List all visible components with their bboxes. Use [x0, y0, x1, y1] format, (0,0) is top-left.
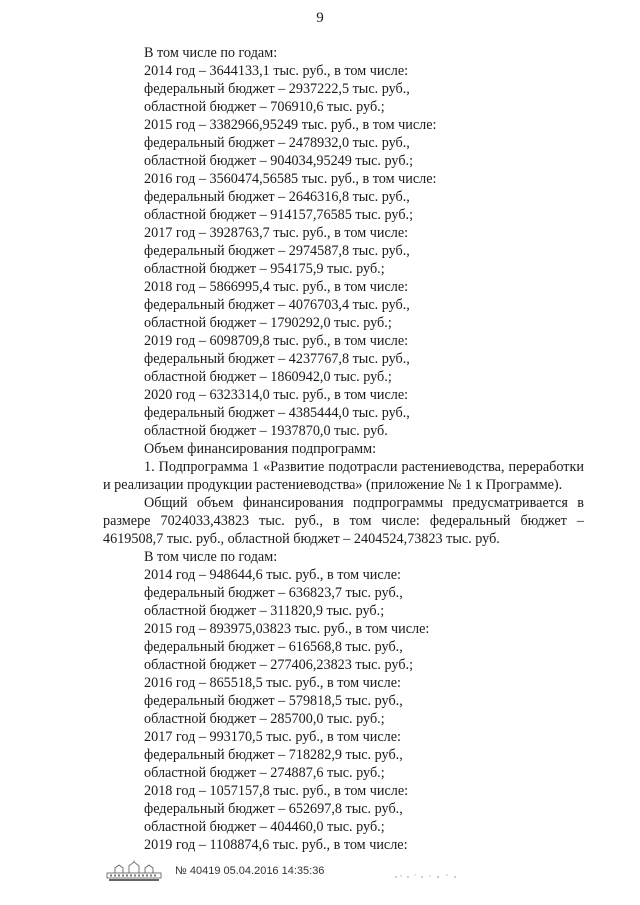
text-line: и реализации продукции растениеводства» (приложение № 1 к Программе).	[103, 477, 563, 493]
text-line: 2014 год – 948644,6 тыс. руб., в том числе:	[144, 567, 401, 583]
text-line: В том числе по годам:	[144, 45, 278, 61]
text-line: 2014 год – 3644133,1 тыс. руб., в том числе:	[144, 63, 409, 79]
page-number: 9	[316, 10, 324, 26]
text-line: размере 7024033,43823 тыс. руб., в том числе: федеральный бюджет –	[103, 513, 584, 529]
text-line: 2020 год – 6323314,0 тыс. руб., в том числе:	[144, 387, 409, 403]
text-line: В том числе по годам:	[144, 549, 278, 565]
text-line: 2015 год – 893975,03823 тыс. руб., в том числе:	[144, 621, 430, 637]
text-line: 2018 год – 5866995,4 тыс. руб., в том числе:	[144, 279, 409, 295]
text-line: областной бюджет – 904034,95249 тыс. руб.;	[144, 153, 414, 169]
registry-logo-icon	[105, 860, 163, 882]
text-line: федеральный бюджет – 2937222,5 тыс. руб.,	[144, 81, 410, 97]
text-line: Общий объем финансирования подпрограммы предусматривается в	[144, 495, 584, 511]
text-line: федеральный бюджет – 579818,5 тыс. руб.,	[144, 693, 403, 709]
text-line: 2017 год – 993170,5 тыс. руб., в том числе:	[144, 729, 401, 745]
text-line: 2016 год – 865518,5 тыс. руб., в том числе:	[144, 675, 401, 691]
text-line: федеральный бюджет – 616568,8 тыс. руб.,	[144, 639, 403, 655]
text-line: федеральный бюджет – 2478932,0 тыс. руб.,	[144, 135, 410, 151]
document-footer	[105, 858, 324, 884]
text-line: 2017 год – 3928763,7 тыс. руб., в том числе:	[144, 225, 409, 241]
text-line: областной бюджет – 1860942,0 тыс. руб.;	[144, 369, 392, 385]
text-line: 1. Подпрограмма 1 «Развитие подотрасли растениеводства, переработки	[144, 459, 584, 475]
text-line: 2019 год – 1108874,6 тыс. руб., в том числе:	[144, 837, 408, 853]
text-line: 2016 год – 3560474,56585 тыс. руб., в том числе:	[144, 171, 437, 187]
text-line: федеральный бюджет – 636823,7 тыс. руб.,	[144, 585, 403, 601]
text-line: 2018 год – 1057157,8 тыс. руб., в том числе:	[144, 783, 409, 799]
text-line: областной бюджет – 311820,9 тыс. руб.;	[144, 603, 385, 619]
text-line: федеральный бюджет – 2974587,8 тыс. руб.,	[144, 243, 410, 259]
text-line: федеральный бюджет – 4076703,4 тыс. руб.,	[144, 297, 410, 313]
text-line: областной бюджет – 1937870,0 тыс. руб.	[144, 423, 388, 439]
text-line: областной бюджет – 954175,9 тыс. руб.;	[144, 261, 385, 277]
text-line: федеральный бюджет – 2646316,8 тыс. руб.,	[144, 189, 410, 205]
text-line: областной бюджет – 274887,6 тыс. руб.;	[144, 765, 385, 781]
text-line: областной бюджет – 1790292,0 тыс. руб.;	[144, 315, 392, 331]
text-line: федеральный бюджет – 4385444,0 тыс. руб.,	[144, 405, 410, 421]
text-line: областной бюджет – 404460,0 тыс. руб.;	[144, 819, 385, 835]
text-line: федеральный бюджет – 718282,9 тыс. руб.,	[144, 747, 403, 763]
text-line: федеральный бюджет – 652697,8 тыс. руб.,	[144, 801, 403, 817]
text-line: 2019 год – 6098709,8 тыс. руб., в том числе:	[144, 333, 409, 349]
text-line: областной бюджет – 706910,6 тыс. руб.;	[144, 99, 385, 115]
text-line: областной бюджет – 277406,23823 тыс. руб.;	[144, 657, 414, 673]
text-line: областной бюджет – 914157,76585 тыс. руб.;	[144, 207, 414, 223]
scan-artifact-dots	[392, 868, 462, 882]
text-line: 4619508,7 тыс. руб., областной бюджет – 2404524,73823 тыс. руб.	[103, 531, 500, 547]
registration-stamp: № 40419 05.04.2016 14:35:36	[175, 865, 325, 877]
text-line: 2015 год – 3382966,95249 тыс. руб., в том числе:	[144, 117, 437, 133]
text-line: областной бюджет – 285700,0 тыс. руб.;	[144, 711, 385, 727]
text-line: Объем финансирования подпрограмм:	[144, 441, 377, 457]
text-line: федеральный бюджет – 4237767,8 тыс. руб.,	[144, 351, 410, 367]
